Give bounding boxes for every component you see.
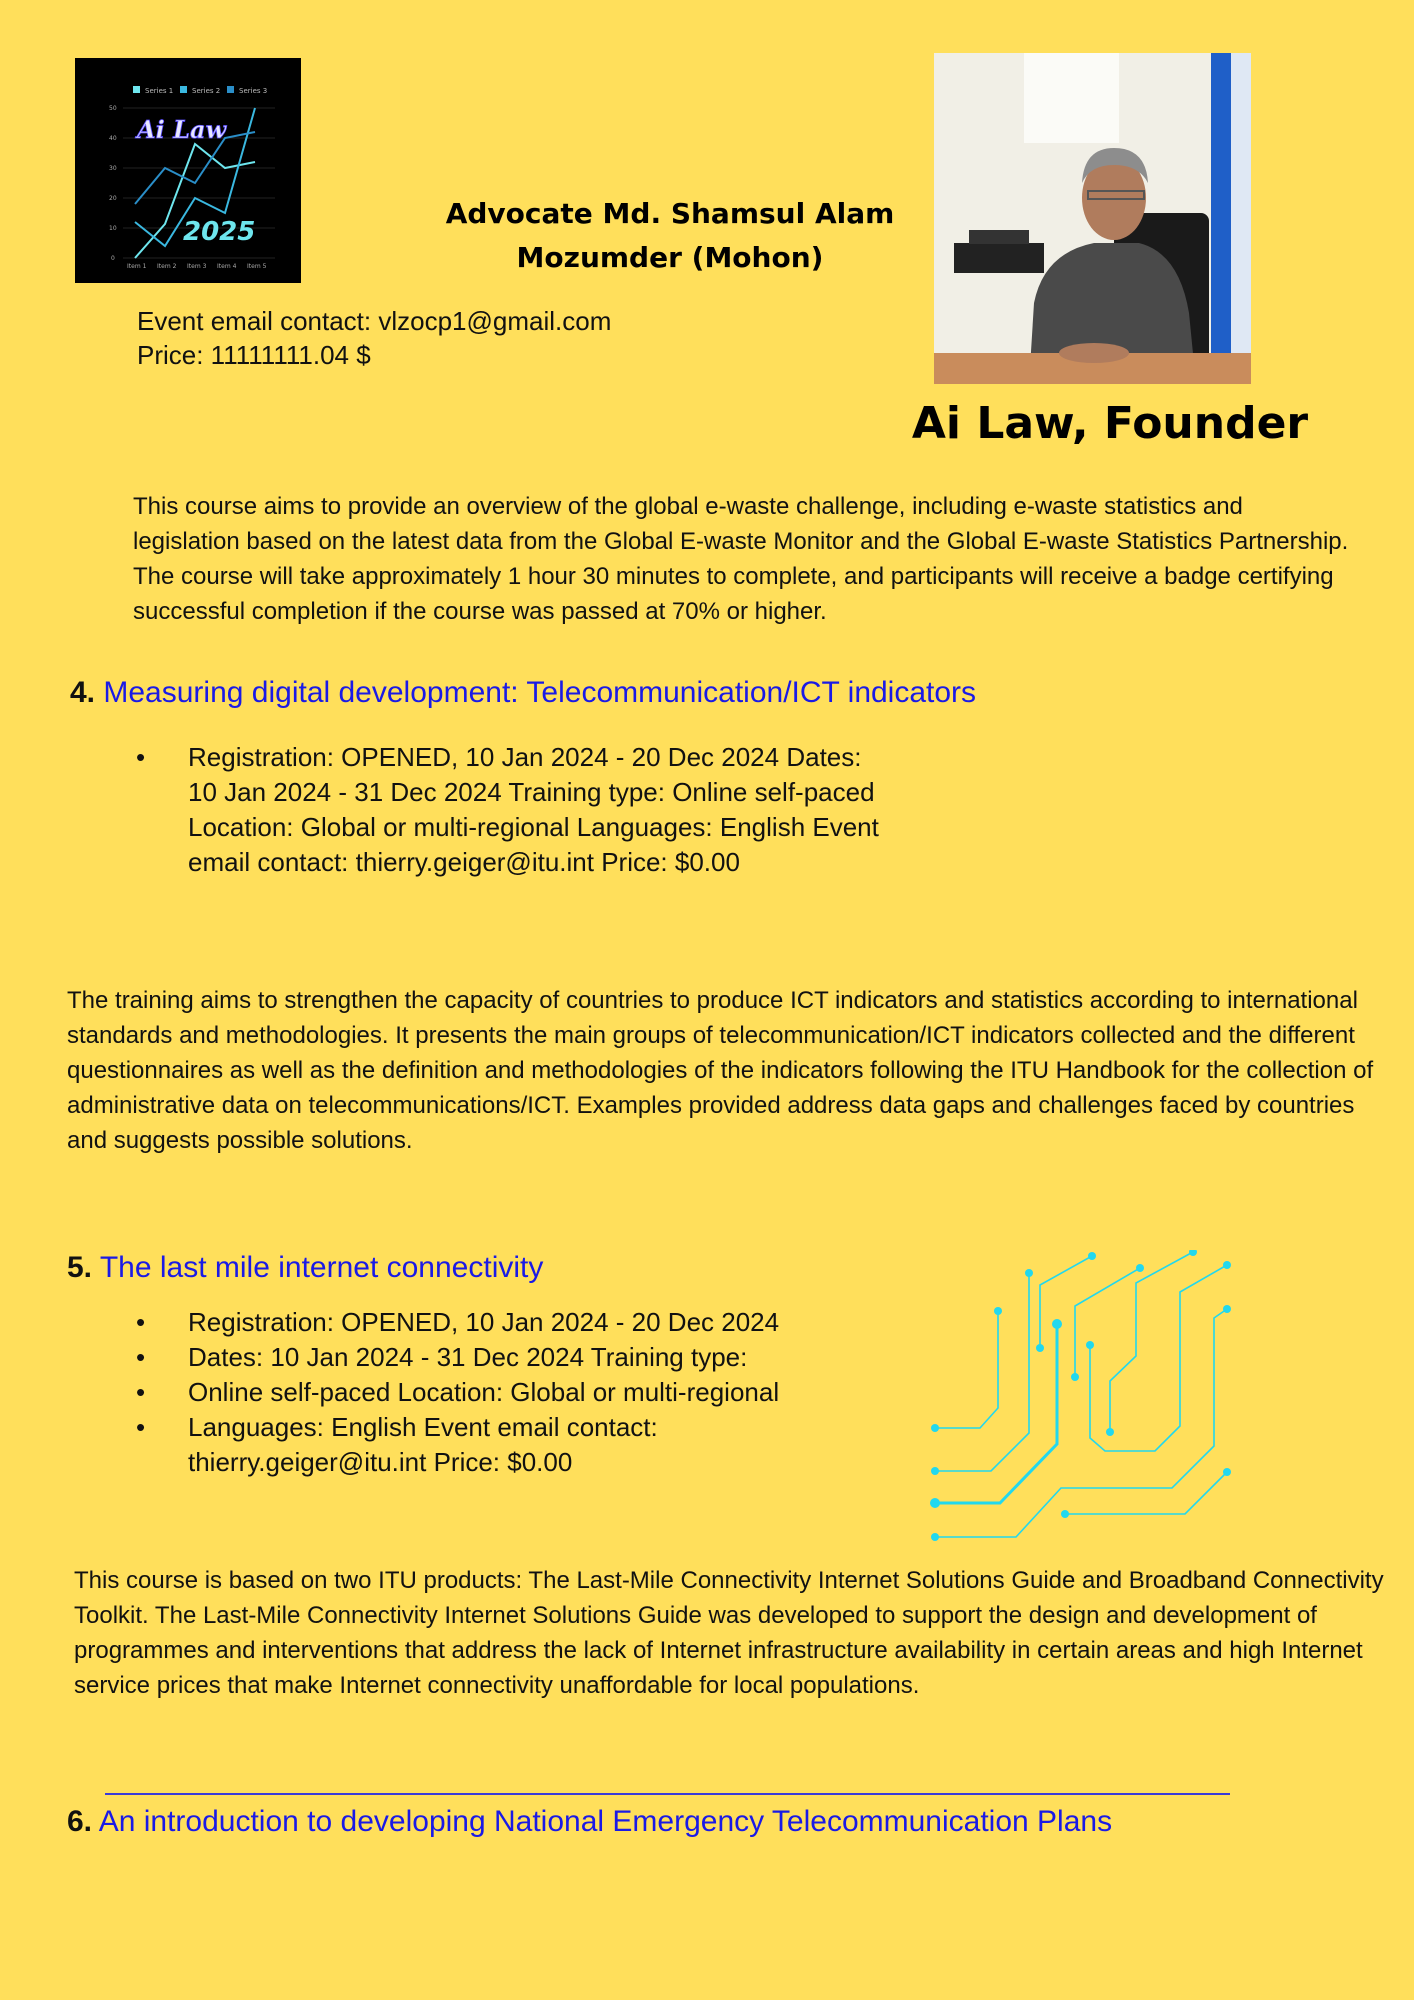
svg-text:30: 30 bbox=[109, 165, 117, 172]
course-description-intro: This course aims to provide an overview of the global e-waste challenge, including e-waste statistics and legislation based on the latest data from the Global E-waste Monitor and the Global E-waste Statistics Partnership. The course will take approximately 1 hour 30 minutes to complete, and participants will receive a badge certifying successful completion if the course was passed at 70% or higher. bbox=[133, 493, 1349, 625]
founder-photo bbox=[934, 53, 1251, 384]
course-heading-5 bbox=[67, 1248, 543, 1288]
course-4-description: The training aims to strengthen the capacity of countries to produce ICT indicators and statistics according to international standards and methodologies. It presents the main groups of telecommunication/ICT indicators collected and the different questionnaires as well as the definition and methodologies of the indicators following the ITU Handbook for the collection of administrative data on telecommunications/ICT. Examples provided address data gaps and challenges faced by countries and suggests possible solutions. bbox=[67, 987, 1374, 1154]
svg-text:Series 1: Series 1 bbox=[145, 87, 174, 95]
svg-text:Ai Law: Ai Law bbox=[137, 115, 227, 144]
course-title-link[interactable]: The last mile internet connectivity bbox=[99, 1251, 544, 1284]
svg-text:Item 5: Item 5 bbox=[247, 263, 267, 270]
list-item bbox=[136, 1340, 896, 1375]
course-title-link[interactable]: Measuring digital development: Telecommunication/ICT indicators bbox=[103, 676, 977, 709]
course-number: 5. bbox=[67, 1251, 93, 1284]
ai-law-logo bbox=[75, 58, 301, 283]
detail-text: Online self-paced Location: Global or multi-regional bbox=[188, 1377, 780, 1407]
bullet-icon: • bbox=[136, 1377, 146, 1407]
author-name: Advocate Md. Shamsul Alam Mozumder (Mohon) bbox=[445, 197, 895, 274]
svg-text:0: 0 bbox=[111, 255, 115, 262]
detail-text: Dates: 10 Jan 2024 - 31 Dec 2024 Training type: bbox=[188, 1342, 748, 1372]
detail-text: Registration: OPENED, 10 Jan 2024 - 20 Dec 2024 bbox=[188, 1307, 780, 1337]
photo-caption: Ai Law, Founder bbox=[911, 398, 1309, 449]
bullet-icon: • bbox=[136, 1307, 146, 1337]
svg-text:20: 20 bbox=[109, 195, 117, 202]
course-number: 4. bbox=[70, 676, 96, 709]
bullet-icon: • bbox=[136, 1342, 146, 1372]
circuit-decoration-icon bbox=[925, 1250, 1265, 1570]
svg-text:50: 50 bbox=[109, 105, 117, 112]
svg-text:40: 40 bbox=[109, 135, 117, 142]
svg-text:Item 1: Item 1 bbox=[127, 263, 147, 270]
svg-text:Item 4: Item 4 bbox=[217, 263, 237, 270]
svg-text:Series 3: Series 3 bbox=[239, 87, 268, 95]
list-item bbox=[136, 740, 896, 880]
event-email-contact: Event email contact: vlzocp1@gmail.com bbox=[137, 306, 612, 336]
bullet-icon: • bbox=[136, 742, 146, 772]
list-item bbox=[136, 1375, 896, 1410]
svg-text:Item 3: Item 3 bbox=[187, 263, 207, 270]
contact-block bbox=[137, 304, 611, 372]
svg-text:2025: 2025 bbox=[183, 217, 256, 247]
detail-text: Languages: English Event email contact: thierry.geiger@itu.int Price: $0.00 bbox=[188, 1412, 658, 1477]
course-title-link[interactable]: An introduction to developing National Emergency Telecommunication Plans bbox=[98, 1805, 1113, 1838]
price: Price: 11111111.04 $ bbox=[137, 340, 371, 370]
list-item bbox=[136, 1305, 896, 1340]
course-heading-6 bbox=[67, 1802, 1112, 1842]
svg-text:Series 2: Series 2 bbox=[192, 87, 221, 95]
bullet-icon: • bbox=[136, 1412, 146, 1442]
course-4-details bbox=[136, 740, 896, 880]
section-divider bbox=[105, 1793, 1230, 1795]
course-5-description: This course is based on two ITU products: The Last-Mile Connectivity Internet Solutions Guide and Broadband Connectivity Toolkit. The Last-Mile Connectivity Internet Solutions Guide was developed to support the design and development of programmes and interventions that address the lack of Internet infrastructure availability in certain areas and high Internet service prices that make Internet connectivity unaffordable for local populations. bbox=[74, 1567, 1384, 1699]
detail-text: Registration: OPENED, 10 Jan 2024 - 20 Dec 2024 Dates: 10 Jan 2024 - 31 Dec 2024 Training type: Online self-paced Location: Global or multi-regional Languages: English Event email contact: thierry.geiger@itu.int Price: $0.00 bbox=[188, 742, 879, 877]
list-item bbox=[136, 1410, 896, 1480]
svg-text:10: 10 bbox=[109, 225, 117, 232]
person-photo-icon bbox=[934, 53, 1251, 384]
course-5-details bbox=[136, 1305, 896, 1480]
logo-chart-graphic bbox=[75, 58, 301, 283]
course-number: 6. bbox=[67, 1805, 93, 1838]
svg-text:Item 2: Item 2 bbox=[157, 263, 177, 270]
course-heading-4 bbox=[70, 673, 976, 713]
